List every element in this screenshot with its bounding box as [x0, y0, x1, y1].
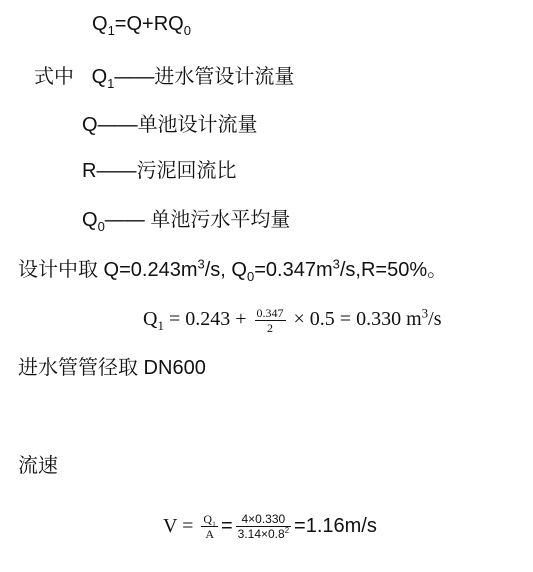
velocity-label [18, 454, 58, 478]
velocity-text: 流速 [18, 455, 58, 477]
def-q1-dash: —— [114, 66, 155, 88]
def-q-dash: —— [97, 114, 138, 136]
def-r-dash: —— [96, 160, 137, 182]
design-p2: /s, Q [204, 259, 247, 281]
def-r-symbol: R [82, 160, 97, 182]
eq1-lhs: Q [92, 13, 108, 35]
frac-den: 2 [267, 320, 274, 335]
eq2-lhs-sub: 1 [157, 318, 164, 333]
def-q1-text: 进水管设计流量 [154, 66, 295, 88]
design-values-line [18, 258, 447, 282]
f2-num: 4×0.330 [236, 512, 291, 527]
def-q1-symbol: Q [91, 66, 108, 88]
eq2-a: = 0.243 + [163, 308, 252, 330]
f1-num-sub: 1 [212, 519, 216, 529]
design-p3: =0.347m [254, 259, 333, 281]
def-q0-dash: —— [104, 209, 151, 231]
design-p2-sub: 0 [246, 269, 255, 284]
def-r-text: 污泥回流比 [136, 160, 237, 182]
fraction-q1-a [201, 512, 218, 541]
equation-q1-calc [143, 302, 441, 336]
where-label: 式中 [34, 66, 74, 88]
fraction-velocity [236, 512, 291, 541]
eq1-mid-sub: 0 [183, 23, 191, 38]
eq3-eq: = [220, 515, 233, 537]
def-q1-sub: 1 [107, 76, 115, 91]
pipe-text: 进水管管径取 DN600 [18, 357, 206, 379]
design-p1: 设计中取 Q=0.243m [18, 259, 198, 281]
eq2-b: × 0.5 = 0.330 m [288, 308, 422, 330]
def-q0-sub: 0 [97, 219, 105, 234]
eq3-result: =1.16m/s [294, 515, 377, 537]
where-line [34, 65, 294, 89]
def-q-symbol: Q [82, 114, 98, 136]
def-q0-line [82, 208, 290, 232]
eq2-lhs: Q [143, 308, 158, 330]
eq1-mid: =Q+RQ [114, 13, 184, 35]
def-q0-symbol: Q [82, 209, 98, 231]
f2-den-sup: 2 [284, 526, 290, 536]
design-p1-sup: 3 [197, 256, 205, 272]
eq3-v: V = [163, 515, 199, 537]
equation-inflow [92, 12, 191, 36]
pipe-diameter-text [18, 356, 206, 380]
def-q0-text: 单池污水平均量 [150, 209, 291, 231]
f1-den: A [205, 527, 214, 542]
f2-den: 3.14×0.8 [237, 527, 285, 542]
eq2-sup: 3 [421, 305, 429, 321]
design-p4: /s,R=50%。 [339, 259, 448, 281]
eq2-c: /s [428, 308, 442, 330]
def-q-text: 单池设计流量 [137, 114, 258, 136]
design-p3-sup: 3 [332, 256, 340, 272]
frac-num: 0.347 [256, 305, 284, 320]
def-q-line [82, 113, 258, 137]
f1-num: Q [203, 512, 213, 527]
def-r-line [82, 159, 236, 183]
eq1-lhs-sub: 1 [107, 23, 115, 38]
fraction-0347-2 [255, 306, 286, 335]
equation-velocity [163, 508, 377, 544]
